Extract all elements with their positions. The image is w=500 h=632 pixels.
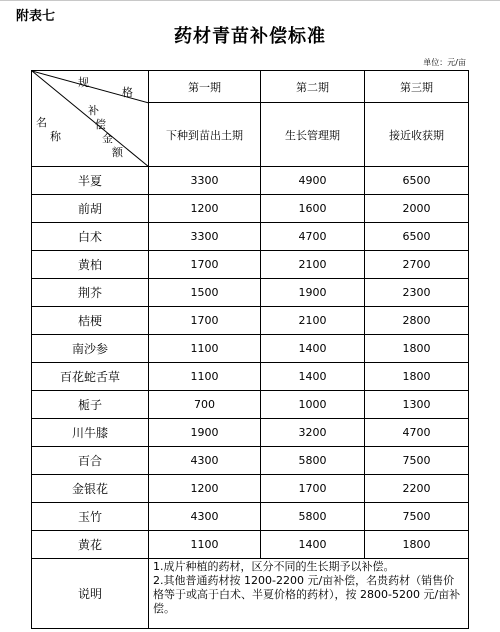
price-period-3: 1800 bbox=[365, 363, 469, 391]
price-period-1: 1700 bbox=[149, 251, 261, 279]
table-row bbox=[32, 363, 469, 391]
price-period-3: 4700 bbox=[365, 419, 469, 447]
table-row bbox=[32, 307, 469, 335]
price-period-3: 1800 bbox=[365, 335, 469, 363]
table-row bbox=[32, 475, 469, 503]
herb-name: 川牛膝 bbox=[32, 419, 149, 447]
price-period-1: 1500 bbox=[149, 279, 261, 307]
price-period-1: 1200 bbox=[149, 475, 261, 503]
top-divider bbox=[0, 0, 500, 1]
herb-name: 半夏 bbox=[32, 167, 149, 195]
herb-name: 荆芥 bbox=[32, 279, 149, 307]
price-period-2: 2100 bbox=[261, 251, 365, 279]
herb-name: 黄花 bbox=[32, 531, 149, 559]
table-row bbox=[32, 279, 469, 307]
price-period-2: 1400 bbox=[261, 531, 365, 559]
price-period-1: 1100 bbox=[149, 531, 261, 559]
appendix-label: 附表七 bbox=[16, 9, 56, 24]
price-period-2: 5800 bbox=[261, 503, 365, 531]
table-row bbox=[32, 503, 469, 531]
price-period-1: 1200 bbox=[149, 195, 261, 223]
herb-name: 黄柏 bbox=[32, 251, 149, 279]
price-period-2: 1400 bbox=[261, 363, 365, 391]
price-period-1: 3300 bbox=[149, 167, 261, 195]
price-period-1: 4300 bbox=[149, 447, 261, 475]
stage-header-2: 生长管理期 bbox=[261, 103, 365, 167]
table-row bbox=[32, 419, 469, 447]
corner-name-char-1: 名 bbox=[36, 116, 47, 129]
corner-spec-char-1: 规 bbox=[78, 76, 89, 89]
herb-name: 百花蛇舌草 bbox=[32, 363, 149, 391]
corner-name-char-2: 称 bbox=[50, 130, 61, 143]
price-period-3: 2300 bbox=[365, 279, 469, 307]
corner-spec-char-2: 格 bbox=[122, 86, 133, 99]
price-period-1: 1900 bbox=[149, 419, 261, 447]
period-header-1: 第一期 bbox=[149, 71, 261, 103]
price-period-3: 1300 bbox=[365, 391, 469, 419]
price-period-2: 1600 bbox=[261, 195, 365, 223]
note-line-2: 2.其他普通药材按 1200-2200 元/亩补偿，名贵药材（销售价格等于或高于白术、半夏价格的药材），按 2800-5200 元/亩补偿。 bbox=[153, 574, 461, 615]
price-period-3: 7500 bbox=[365, 503, 469, 531]
price-period-3: 2700 bbox=[365, 251, 469, 279]
herb-name: 白术 bbox=[32, 223, 149, 251]
corner-header-cell bbox=[32, 71, 149, 167]
notes-label: 说明 bbox=[32, 559, 149, 629]
price-period-3: 2000 bbox=[365, 195, 469, 223]
price-period-3: 7500 bbox=[365, 447, 469, 475]
table-row bbox=[32, 223, 469, 251]
price-period-2: 5800 bbox=[261, 447, 365, 475]
price-period-2: 4900 bbox=[261, 167, 365, 195]
note-line-1: 1.成片种植的药材，区分不同的生长期予以补偿。 bbox=[153, 560, 395, 573]
corner-amount-char-3: 金 bbox=[102, 132, 113, 145]
price-period-3: 1800 bbox=[365, 531, 469, 559]
herb-name: 玉竹 bbox=[32, 503, 149, 531]
period-header-3: 第三期 bbox=[365, 71, 469, 103]
table-row bbox=[32, 251, 469, 279]
table-row bbox=[32, 531, 469, 559]
unit-label: 单位：元/亩 bbox=[423, 58, 466, 67]
corner-amount-char-2: 偿 bbox=[95, 118, 106, 131]
herb-name: 百合 bbox=[32, 447, 149, 475]
corner-amount-char-1: 补 bbox=[88, 104, 99, 117]
herb-name: 南沙参 bbox=[32, 335, 149, 363]
corner-amount-char-4: 额 bbox=[112, 146, 123, 159]
herb-name: 金银花 bbox=[32, 475, 149, 503]
price-period-1: 1700 bbox=[149, 307, 261, 335]
price-period-1: 700 bbox=[149, 391, 261, 419]
price-period-3: 2800 bbox=[365, 307, 469, 335]
price-period-2: 1700 bbox=[261, 475, 365, 503]
price-period-2: 1000 bbox=[261, 391, 365, 419]
table-row bbox=[32, 447, 469, 475]
price-period-1: 1100 bbox=[149, 335, 261, 363]
period-header-2: 第二期 bbox=[261, 71, 365, 103]
price-period-3: 2200 bbox=[365, 475, 469, 503]
table-row bbox=[32, 391, 469, 419]
price-period-2: 1900 bbox=[261, 279, 365, 307]
price-period-2: 2100 bbox=[261, 307, 365, 335]
price-period-2: 4700 bbox=[261, 223, 365, 251]
herb-name: 前胡 bbox=[32, 195, 149, 223]
table-row bbox=[32, 335, 469, 363]
stage-header-1: 下种到苗出土期 bbox=[149, 103, 261, 167]
compensation-table bbox=[31, 70, 469, 629]
price-period-1: 3300 bbox=[149, 223, 261, 251]
table-row bbox=[32, 167, 469, 195]
table-row bbox=[32, 195, 469, 223]
price-period-2: 1400 bbox=[261, 335, 365, 363]
page-title: 药材青苗补偿标准 bbox=[174, 26, 326, 47]
price-period-1: 4300 bbox=[149, 503, 261, 531]
herb-name: 桔梗 bbox=[32, 307, 149, 335]
notes-row bbox=[32, 559, 469, 629]
stage-header-3: 接近收获期 bbox=[365, 103, 469, 167]
notes-content bbox=[149, 559, 469, 629]
herb-name: 栀子 bbox=[32, 391, 149, 419]
price-period-2: 3200 bbox=[261, 419, 365, 447]
price-period-1: 1100 bbox=[149, 363, 261, 391]
price-period-3: 6500 bbox=[365, 167, 469, 195]
price-period-3: 6500 bbox=[365, 223, 469, 251]
